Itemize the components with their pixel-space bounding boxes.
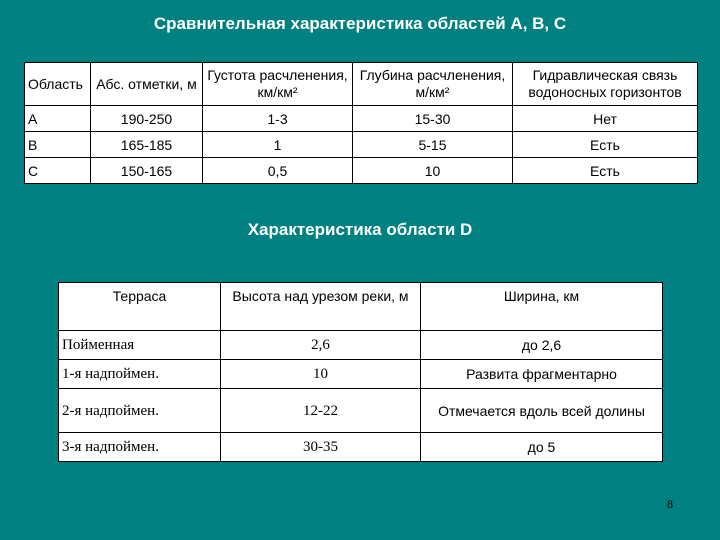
table-cell: 15-30 (353, 106, 513, 132)
table-cell: 0,5 (203, 158, 353, 184)
header-hydraulic-link: Гидравлическая связь водоносных горизонтов (513, 63, 698, 106)
header-height-above-river: Высота над урезом реки, м (221, 283, 421, 331)
table-cell: до 2,6 (421, 331, 663, 360)
table-cell: Есть (513, 158, 698, 184)
table-cell: 10 (221, 360, 421, 389)
table-cell: А (25, 106, 91, 132)
table-cell: 150-165 (91, 158, 203, 184)
header-width: Ширина, км (421, 283, 663, 331)
table-cell: 1 (203, 132, 353, 158)
table-cell: Нет (513, 106, 698, 132)
terrace-table (58, 282, 663, 462)
table-cell: Отмечается вдоль всей долины (421, 389, 663, 433)
table-row (59, 433, 663, 462)
header-abs-elevation: Абс. отметки, м (91, 63, 203, 106)
table-cell: 5-15 (353, 132, 513, 158)
table-row (59, 331, 663, 360)
table-cell: до 5 (421, 433, 663, 462)
table-cell: 2-я надпоймен. (59, 389, 221, 433)
table-cell: 1-я надпоймен. (59, 360, 221, 389)
table-cell: 10 (353, 158, 513, 184)
table-cell: 2,6 (221, 331, 421, 360)
table-row (25, 158, 698, 184)
table-row (25, 132, 698, 158)
table-cell: 12-22 (221, 389, 421, 433)
table-row (59, 389, 663, 433)
table-cell: 3-я надпоймен. (59, 433, 221, 462)
header-region: Область (25, 63, 91, 106)
table-cell: 30-35 (221, 433, 421, 462)
table-cell: 1-3 (203, 106, 353, 132)
table-row (59, 360, 663, 389)
main-title: Сравнительная характеристика областей А, В, С (153, 14, 567, 33)
slide-number: 8 (667, 497, 673, 511)
table-cell: Есть (513, 132, 698, 158)
header-dissection-density: Густота расчленения, км/км² (203, 63, 353, 106)
table-cell: С (25, 158, 91, 184)
section-title-region-d: Характеристика области D (247, 220, 473, 239)
comparison-table (24, 62, 698, 184)
header-terrace: Терраса (59, 283, 221, 331)
terrace-table-header (59, 283, 663, 331)
comparison-table-header (25, 63, 698, 106)
table-cell: Развита фрагментарно (421, 360, 663, 389)
table-cell: В (25, 132, 91, 158)
table-row (25, 106, 698, 132)
header-dissection-depth: Глубина расчленения, м/км² (353, 63, 513, 106)
table-cell: 165-185 (91, 132, 203, 158)
table-cell: 190-250 (91, 106, 203, 132)
table-cell: Пойменная (59, 331, 221, 360)
